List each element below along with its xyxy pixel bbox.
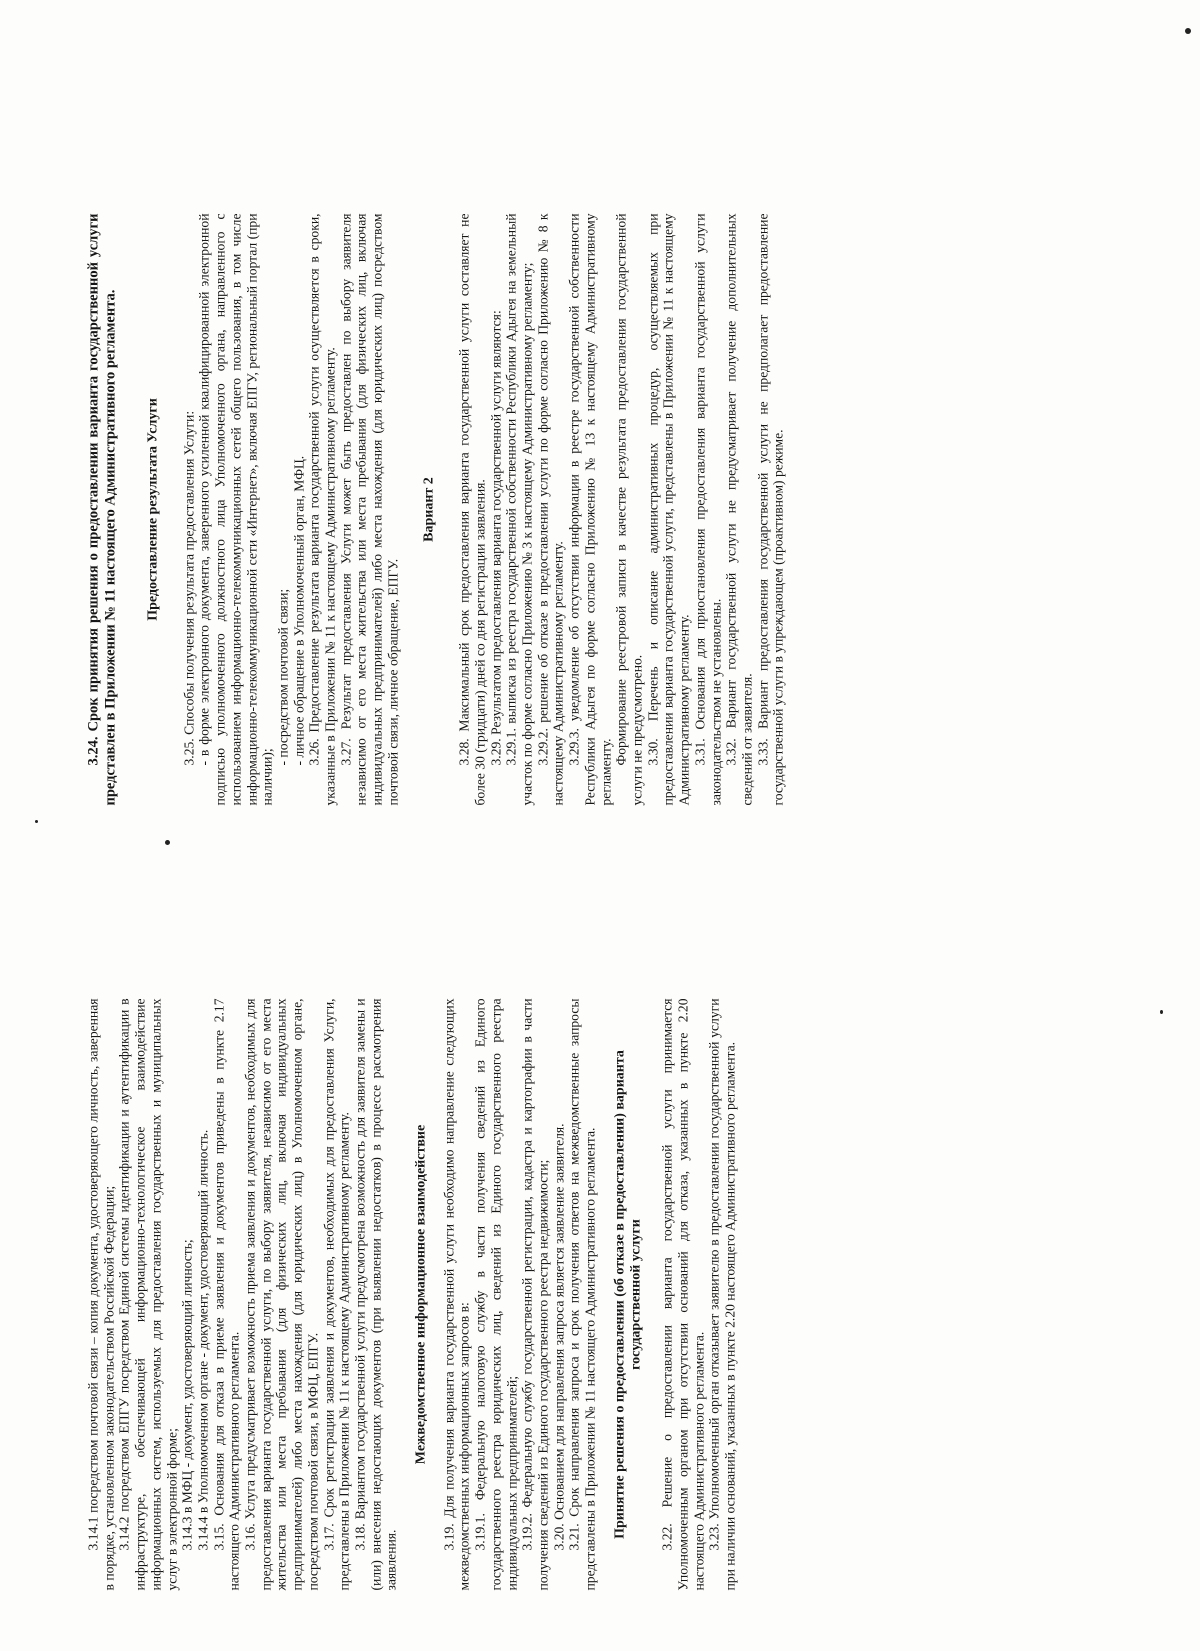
paragraph-3-25-c: - личное обращение в Уполномоченный орган, МФЦ. (291, 455, 307, 766)
paragraph-3-14-1: 3.14.1 посредством почтовой связи – копия документа, удостоверяющего личность, заверенная в порядке, установленном законодательством Российской Федерации; (85, 998, 117, 1591)
paragraph-3-16: 3.16. Услуга предусматривает возможность приема заявления и документов, необходимых для предоставления варианта государственной услуги, по выбору заявителя, независимо от его места жительства или места пребывания (для физических лиц, включая индивидуальных предпринимателей) либо места нахождения (для юридических лиц) в Уполномоченном органе, посредством почтовой связи, в МФЦ, ЕПГУ. (242, 998, 321, 1591)
paragraph-3-19: 3.19. Для получения варианта государственной услуги необходимо направление следующих межведомственных информационных запросов в: (441, 998, 472, 1591)
paragraph-3-28: 3.28. Максимальный срок предоставления варианта государственной услуги составляет не более 30 (тридцати) дней со дня регистрации заявления. (456, 213, 488, 806)
paragraph-3-32: 3.32. Вариант государственной услуги не предусматривает получение дополнительных сведений от заявителя. (723, 213, 755, 806)
paragraph-3-23: 3.23. Уполномоченный орган отказывает заявителю в предоставлении государственной услуги при наличии оснований, указанных в пункте 2.20 настоящего Административного регламента. (706, 998, 738, 1591)
heading-decision (612, 999, 643, 1591)
paragraph-3-33: 3.33. Вариант предоставления государственной услуги не предполагает предоставление государственной услуги в упреждающем (проактивном) режиме. (755, 213, 786, 806)
paragraph-3-14-4: 3.14.4 в Уполномоченном органе - документ, удостоверяющий личность. (195, 1129, 211, 1551)
heading-interaction: Межведомственное информационное взаимодействие (413, 1124, 429, 1465)
right-column (86, 214, 1146, 806)
paragraph-3-18: 3.18. Вариантом государственной услуги предусмотрена возможность для заявителя замены и (или) внесения недостающих документов (при выявлении недостатков) в процессе рассмотрения заявления. (352, 998, 399, 1591)
paragraph-3-14-3: 3.14.3 в МФЦ - документ, удостоверяющий личность; (179, 1239, 195, 1551)
document-sheet (1, 0, 1200, 1651)
heading-variant-2: Вариант 2 (421, 477, 437, 542)
paragraph-3-22: 3.22. Решение о предоставлении варианта государственной услуги принимается Уполномоченным органом при отсутствии оснований для отказа, указанных в пункте 2.20 настоящего Административного регламента. (659, 998, 707, 1591)
paragraph-3-19-1: 3.19.1. Федеральную налоговую службу в части получения сведений из Единого государственного реестра юридических лиц, сведений из Единого государственного реестра индивидуальных предпринимателей; (472, 998, 520, 1591)
heading-decision-line-1: Принятие решения о предоставлении (об отказе в предоставлении) варианта (612, 1050, 628, 1539)
paragraph-3-31: 3.31. Основания для приостановления предоставления варианта государственной услуги законодательством не установлены. (692, 213, 723, 806)
paragraph-3-20: 3.20. Основанием для направления запроса является заявление заявителя. (551, 1123, 567, 1551)
paragraph-3-25: 3.25. Способы получения результата предоставления Услуги: (181, 410, 197, 766)
paragraph-3-15: 3.15. Основания для отказа в приеме заявления и документов приведены в пункте 2.17 настоящего Административного регламента. (211, 998, 242, 1591)
paragraph-3-29: 3.29. Результатом предоставления варианта государственной услуги являются: (488, 310, 504, 766)
heading-result: Предоставление результата Услуги (145, 398, 161, 621)
paragraph-3-14-2: 3.14.2 посредством ЕПГУ посредством Единой системы идентификации и аутентификации в инфраструктуре, обеспечивающей информационно-технологическое взаимодействие информационных систем, используемых для предоставления государственных и муниципальных услуг в электронной форме; (116, 998, 180, 1591)
paragraph-3-17: 3.17. Срок регистрации заявления и документов, необходимых для предоставления Услуги, представлены в Приложении № 11 к настоящему Административному регламенту. (321, 998, 352, 1591)
paragraph-3-26: 3.26. Предоставление результата варианта государственной услуги осуществляется в сроки, указанные в Приложении № 11 к настоящему Административному регламенту. (306, 213, 338, 806)
paragraph-3-27: 3.27. Результат предоставления Услуги может быть предоставлен по выбору заявителя независимо от его места жительства или места пребывания (для физических лиц, включая индивидуальных предпринимателей) либо места нахождения (для юридических лиц) посредством почтовой связи, личное обращение, ЕПГУ. (338, 213, 401, 806)
paragraph-3-21: 3.21. Срок направления запроса и срок получения ответов на межведомственные запросы представлены в Приложении № 11 настоящего Административного регламента. (566, 998, 598, 1591)
paragraph-3-25-a: - в форме электронного документа, заверенного усиленной квалифицированной электронной подписью уполномоченного должностного лица Уполномоченного органа, направленного с использованием информационно-телекоммуникационных сетей общего пользования, в том числе информационно-телекоммуникационной сети «Интернет», включая ЕПГУ, региональный портал (при наличии); (196, 213, 275, 806)
left-column (86, 999, 1146, 1591)
paragraph-3-29-1: 3.29.1. выписка из реестра государственной собственности Республики Адыгея на земельный участок по форме согласно Приложению № 3 к настоящему Административному регламенту; (503, 213, 535, 806)
paragraph-3-30: 3.30. Перечень и описание административных процедур, осуществляемых при предоставлении варианта государственной услуги, представлены в Приложении № 11 к настоящему Административному регламенту. (645, 213, 692, 806)
paragraph-3-24: 3.24. Срок принятия решения о предоставлении варианта государственной услуги представлен в Приложении № 11 настоящего Административного регламента. (85, 213, 119, 806)
heading-decision-line-2: государственной услуги (628, 1219, 643, 1370)
paragraph-3-19-2: 3.19.2. Федеральную службу государственной регистрации, кадастра и картографии в части получения сведений из Единого государственного реестра недвижимости; (519, 998, 551, 1591)
paragraph-registry-record: Формирование реестровой записи в качестве результата предоставления государственной услуги не предусмотрено. (613, 213, 645, 806)
paragraph-3-25-b: - посредством почтовой связи; (275, 588, 291, 766)
paragraph-3-29-3: 3.29.3. уведомление об отсутствии информации в реестре государственной собственности Республики Адыгея по форме согласно Приложению № 13 к настоящему Административному регламенту. (566, 213, 614, 806)
paragraph-3-29-2: 3.29.2. решение об отказе в предоставлении услуги по форме согласно Приложению № 8 к настоящему Административному регламенту. (535, 213, 566, 806)
